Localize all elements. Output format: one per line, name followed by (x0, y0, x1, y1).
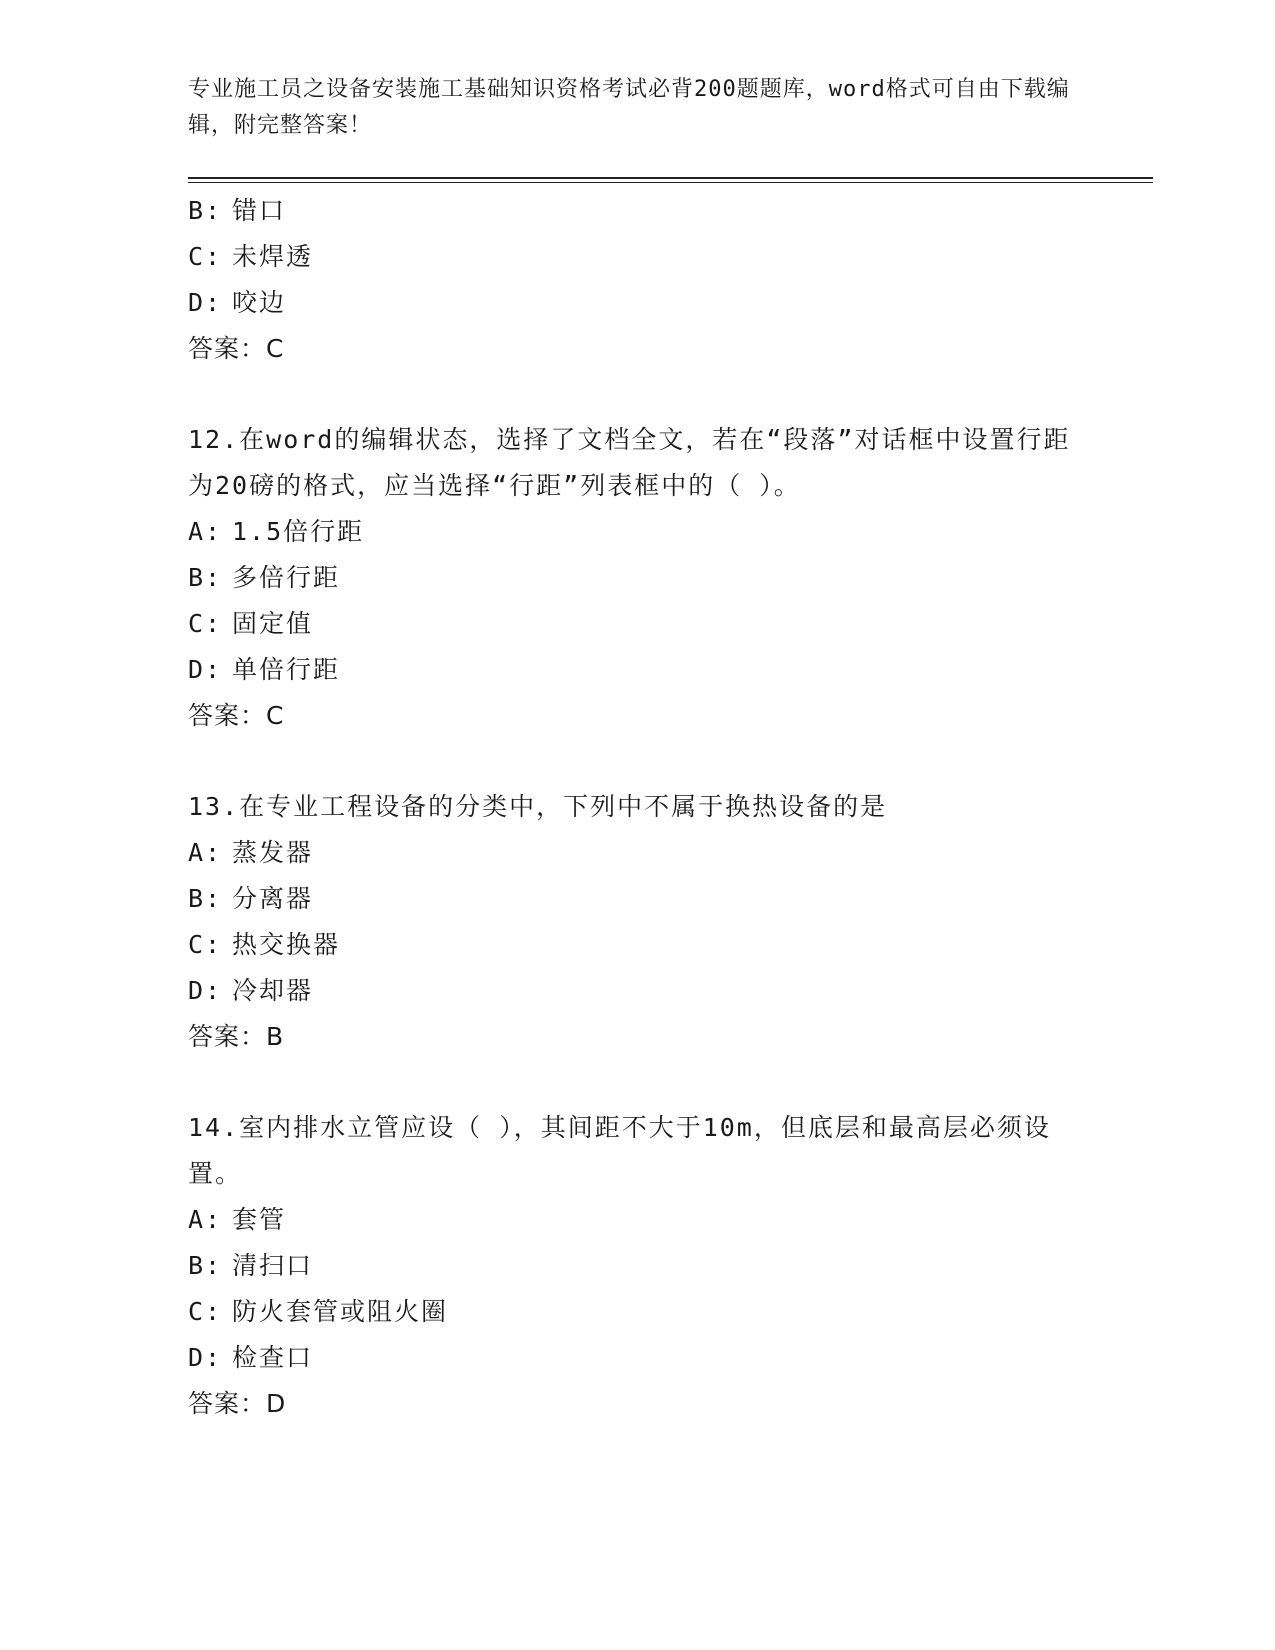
option-c (188, 922, 1118, 968)
option-letter: D: (188, 1343, 223, 1372)
option-text: 咬边 (232, 288, 287, 317)
option-text: 固定值 (232, 609, 314, 638)
answer-line: 答案：B (188, 1022, 285, 1051)
option-letter: A: (188, 838, 223, 867)
option-text: 热交换器 (232, 930, 341, 959)
option-text: 分离器 (232, 884, 314, 913)
option-letter: D: (188, 288, 223, 317)
option-text: 单倍行距 (232, 655, 341, 684)
option-a (188, 509, 1118, 555)
option-b (188, 876, 1118, 922)
option-c (188, 234, 1118, 280)
option-letter: B: (188, 884, 223, 913)
option-text: 冷却器 (232, 976, 314, 1005)
option-c (188, 1289, 1118, 1335)
option-text: 错口 (232, 196, 287, 225)
option-text: 防火套管或阻火圈 (232, 1297, 449, 1326)
header-rule (188, 177, 1153, 179)
option-text: 蒸发器 (232, 838, 314, 867)
option-c (188, 601, 1118, 647)
prev-question-block (188, 188, 1118, 372)
question-block-14 (188, 1105, 1118, 1427)
option-a (188, 1197, 1118, 1243)
question-text: 12.在word的编辑状态，选择了文档全文，若在“段落”对话框中设置行距为20磅的格式，应当选择“行距”列表框中的（ ）。 (188, 425, 1071, 500)
question-text: 13.在专业工程设备的分类中，下列中不属于换热设备的是 (188, 792, 888, 821)
option-d (188, 1335, 1118, 1381)
option-text: 套管 (232, 1205, 287, 1234)
option-letter: D: (188, 655, 223, 684)
option-letter: B: (188, 563, 223, 592)
question-text: 14.室内排水立管应设（ ），其间距不大于10m，但底层和最高层必须设置。 (188, 1113, 1051, 1188)
option-letter: A: (188, 1205, 223, 1234)
option-letter: C: (188, 1297, 223, 1326)
option-letter: B: (188, 1251, 223, 1280)
answer-line: 答案：C (188, 701, 285, 730)
option-b (188, 188, 1118, 234)
option-text: 多倍行距 (232, 563, 341, 592)
answer-line: 答案：C (188, 334, 285, 363)
question-block-12 (188, 417, 1118, 739)
option-a (188, 830, 1118, 876)
option-text: 1.5倍行距 (232, 517, 365, 546)
option-letter: B: (188, 196, 223, 225)
question-block-13 (188, 784, 1118, 1060)
option-d (188, 647, 1118, 693)
option-b (188, 1243, 1118, 1289)
option-letter: C: (188, 930, 223, 959)
option-d (188, 968, 1118, 1014)
option-text: 检查口 (232, 1343, 314, 1372)
option-d (188, 280, 1118, 326)
option-letter: C: (188, 609, 223, 638)
document-header: 专业施工员之设备安装施工基础知识资格考试必背200题题库，word格式可自由下载编辑，附完整答案！ (188, 77, 1070, 138)
question-list (188, 188, 1118, 1427)
header-rule-thin (188, 182, 1153, 183)
option-letter: D: (188, 976, 223, 1005)
option-letter: A: (188, 517, 223, 546)
option-letter: C: (188, 242, 223, 271)
option-text: 未焊透 (232, 242, 314, 271)
option-b (188, 555, 1118, 601)
option-text: 清扫口 (232, 1251, 314, 1280)
answer-line: 答案：D (188, 1389, 287, 1418)
